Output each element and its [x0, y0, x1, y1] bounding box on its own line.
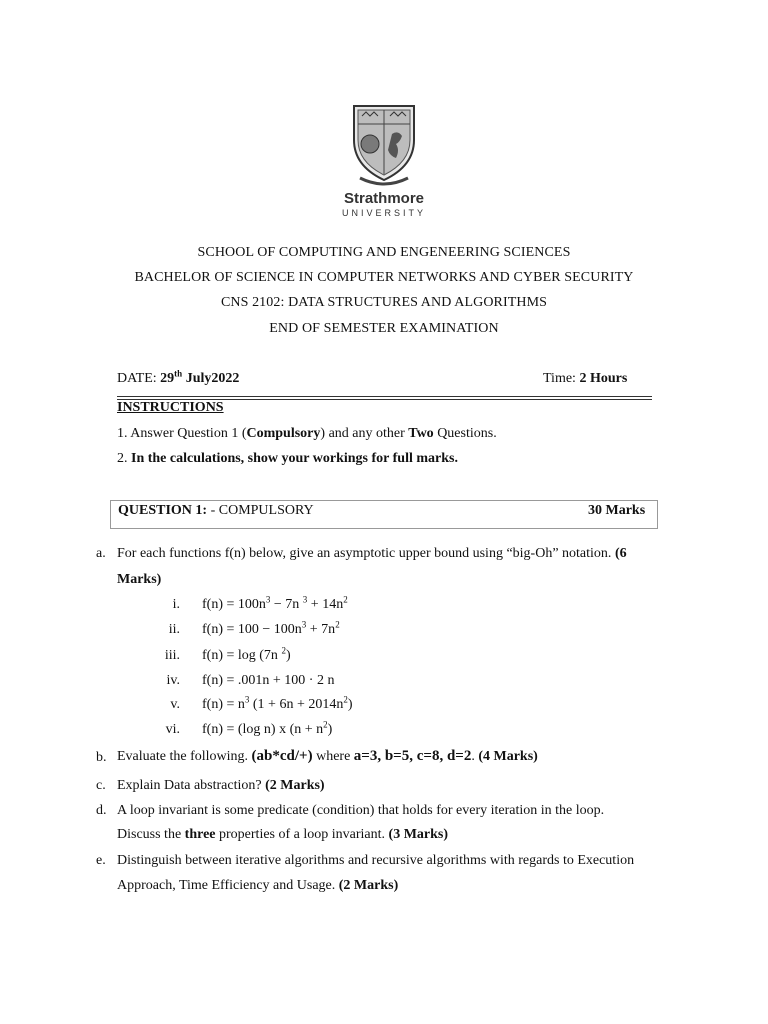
university-name: Strathmore: [343, 190, 425, 207]
date-label: DATE:: [117, 371, 161, 386]
question-d-line2: Discuss the three properties of a loop invariant. (3 Marks): [117, 827, 449, 842]
roman-numeral: vi.: [165, 722, 180, 737]
course-title: CNS 2102: DATA STRUCTURES AND ALGORITHMS: [220, 295, 548, 310]
question-d-line1: A loop invariant is some predicate (condition) that holds for every iteration in the loop.: [117, 803, 605, 818]
function-item: $f(n) = 100 - 100n^3 + 7n^2$: [202, 619, 340, 637]
date-day: 29: [160, 371, 175, 386]
function-item: f(n) = (log n) x $(n + n^2)$: [202, 719, 333, 737]
question-a-marks: Marks): [117, 572, 162, 587]
date-sup: th: [174, 368, 183, 379]
item-letter: a.: [96, 546, 106, 561]
university-sub: UNIVERSITY: [341, 208, 426, 218]
function-item: f(n) = log (7n $^2$): [202, 645, 291, 663]
function-item: $f(n) = n^3$ $(1 + 6n + 2014n^2)$: [202, 694, 353, 712]
crest-icon: [340, 100, 428, 190]
instructions-heading: INSTRUCTIONS: [117, 400, 224, 415]
item-letter: e.: [96, 853, 106, 868]
roman-numeral: i.: [172, 597, 180, 612]
date-rest: July2022: [182, 371, 240, 386]
time-label: Time:: [543, 371, 580, 386]
question-e-line2: Approach, Time Efficiency and Usage. (2 Marks): [117, 878, 399, 893]
item-letter: b.: [96, 750, 107, 765]
question-marks: 30 Marks: [588, 503, 646, 518]
question-c-text: Explain Data abstraction? (2 Marks): [117, 778, 325, 793]
instruction-2: 2. In the calculations, show your workings for full marks.: [117, 451, 458, 466]
item-letter: d.: [96, 803, 107, 818]
roman-numeral: iii.: [164, 648, 180, 663]
question-b-text: Evaluate the following. (ab*cd/+) where a=3, b=5, c=8, d=2. (4 Marks): [117, 748, 538, 764]
question-title: QUESTION 1: - COMPULSORY: [118, 503, 314, 518]
exam-time: [543, 371, 627, 387]
instruction-1: 1. Answer Question 1 (Compulsory) and any other Two Questions.: [117, 426, 497, 441]
question-a-text: For each functions f(n) below, give an asymptotic upper bound using “big-Oh” notation. (6: [117, 546, 627, 561]
divider-line: [117, 396, 652, 397]
item-letter: c.: [96, 778, 106, 793]
programme-title: BACHELOR OF SCIENCE IN COMPUTER NETWORKS AND CYBER SECURITY: [134, 270, 634, 285]
time-value: 2 Hours: [579, 371, 628, 386]
exam-date: [117, 368, 240, 387]
roman-numeral: ii.: [168, 622, 180, 637]
function-item: f(n) = .001n + 100 · 2 n: [202, 673, 335, 688]
exam-title: END OF SEMESTER EXAMINATION: [269, 321, 499, 336]
function-item: $f(n) = 100n^3 - 7n$ $^3 + 14n^2$: [202, 594, 348, 612]
question-e-line1: Distinguish between iterative algorithms and recursive algorithms with regards to Execution: [117, 853, 635, 868]
roman-numeral: iv.: [166, 673, 180, 688]
school-title: SCHOOL OF COMPUTING AND ENGENEERING SCIENCES: [197, 245, 571, 260]
roman-numeral: v.: [170, 697, 180, 712]
